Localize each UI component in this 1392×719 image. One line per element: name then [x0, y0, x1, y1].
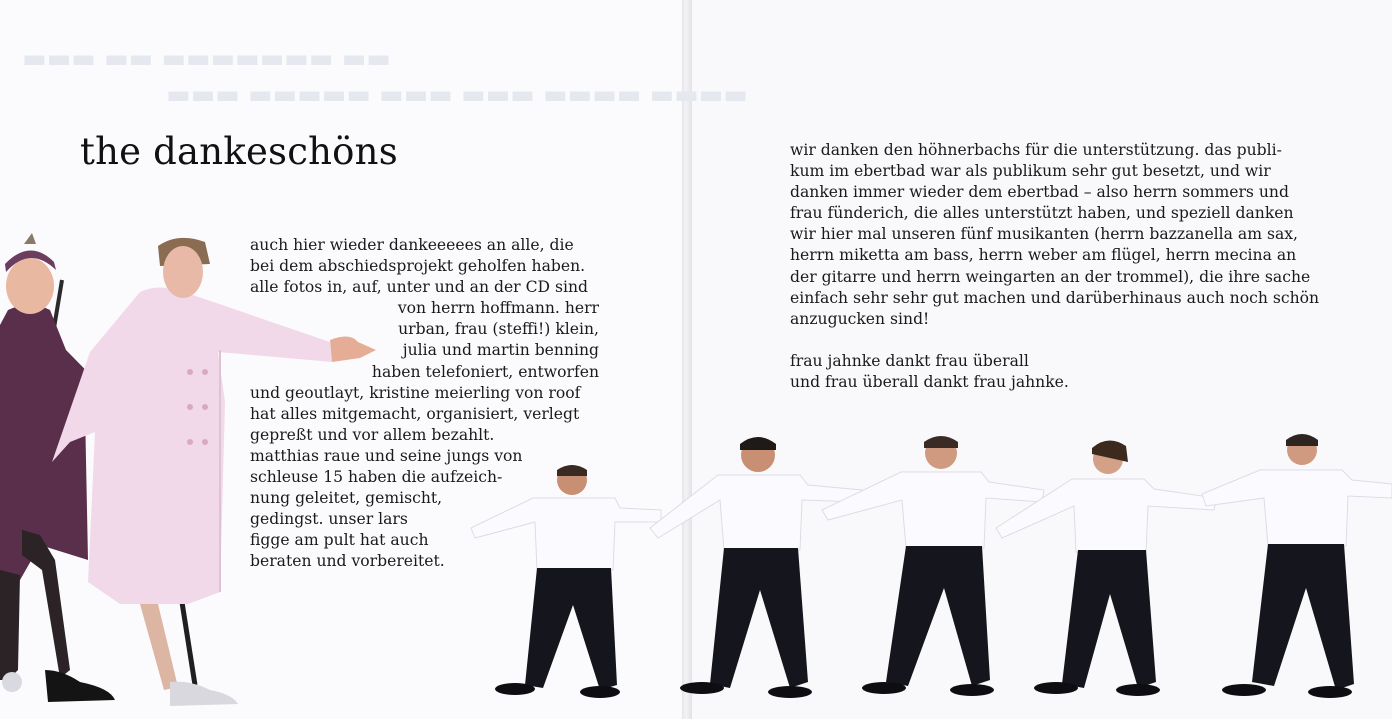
text-line: wir danken den höhnerbachs für die unterstützung. das publi-: [790, 141, 1282, 159]
text-line: schleuse 15 haben die aufzeich-: [250, 468, 503, 487]
showthrough-ghost-text: ▬▬▬ ▬▬▬▬▬ ▬▬▬ ▬▬▬ ▬▬▬▬ ▬▬▬▬: [166, 80, 748, 110]
text-line: gedingst. unser lars: [250, 510, 408, 529]
woman-pink-coat-photo: [40, 232, 385, 710]
showthrough-ghost-text: ▬▬▬ ▬▬ ▬▬▬▬▬▬▬ ▬▬: [22, 44, 391, 74]
text-line: anzugucken sind!: [790, 309, 930, 328]
text-line: figge am pult hat auch: [250, 531, 429, 550]
text-line: kum im ebertbad war als publikum sehr gut besetzt, und wir: [790, 162, 1271, 181]
text-line: hat alles mitgemacht, organisiert, verlegt: [250, 404, 580, 423]
text-line: auch hier wieder dankeeeees an alle, die: [250, 236, 574, 254]
text-line: und geoutlayt, kristine meierling von roof: [250, 383, 581, 402]
closing-paragraph: [790, 351, 1069, 393]
page-title: the dankeschöns: [80, 130, 398, 173]
text-line: danken immer wieder dem ebertbad – also herrn sommers und: [790, 183, 1289, 202]
text-line: und frau überall dankt frau jahnke.: [790, 373, 1069, 392]
text-line: gepreßt und vor allem bezahlt.: [250, 425, 495, 444]
text-line: julia und martin benning: [402, 341, 599, 360]
text-line: frau jahnke dankt frau überall: [790, 352, 1029, 370]
text-line: beraten und vorbereitet.: [250, 552, 445, 571]
text-line: urban, frau (steffi!) klein,: [398, 320, 599, 339]
text-line: haben telefoniert, entworfen: [371, 362, 599, 381]
thanks-paragraph: [790, 140, 1319, 330]
dancer-4-photo: [988, 434, 1228, 704]
dancer-5-photo: [1196, 428, 1392, 703]
text-line: der gitarre und herrn weingarten an der trommel), die ihre sache: [790, 267, 1311, 286]
text-line: alle fotos in, auf, unter und an der CD sind: [250, 278, 588, 297]
text-line: frau fünderich, die alles unterstützt haben, und speziell danken: [790, 204, 1294, 223]
text-line: matthias raue und seine jungs von: [250, 446, 523, 465]
text-line: wir hier mal unseren fünf musikanten (herrn bazzanella am sax,: [790, 225, 1298, 244]
text-line: einfach sehr sehr gut machen und darüberhinaus auch noch schön: [790, 288, 1320, 307]
text-line: herrn miketta am bass, herrn weber am flügel, herrn mecina an: [790, 246, 1297, 265]
text-line: nung geleitet, gemischt,: [250, 489, 443, 508]
text-line: von herrn hoffmann. herr: [397, 299, 599, 318]
text-line: bei dem abschiedsprojekt geholfen haben.: [250, 257, 586, 276]
